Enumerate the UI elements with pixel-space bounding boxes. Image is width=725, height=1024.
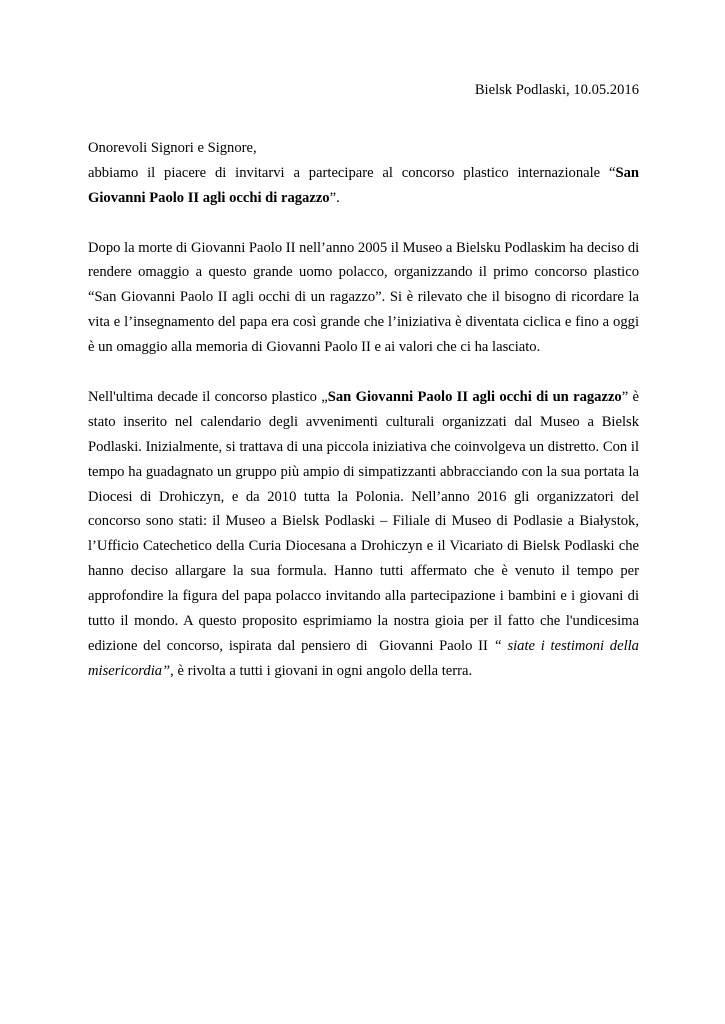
decade-line-12 xyxy=(88,659,639,684)
history-line-2: rendere omaggio a questo grande uomo polacco, organizzando il primo concorso plastico xyxy=(88,264,639,281)
decade-line-8: hanno deciso allargare la sua formula. Hanno tutti affermato che è venuto il tempo per xyxy=(88,563,639,580)
history-line-3: “San Giovanni Paolo II agli occhi di un ragazzo”. Si è rilevato che il bisogno di ricordare la xyxy=(88,289,639,306)
intro-text-after: ”. xyxy=(329,189,340,206)
decade-line-9: approfondire la figura del papa polacco invitando alla partecipazione i bambini e i giovani di xyxy=(88,588,639,605)
decade-line-11-before: edizione del concorso, ispirata dal pensiero di Giovanni Paolo II xyxy=(88,637,494,654)
paragraph-gap xyxy=(88,360,639,385)
decade-line-1-before: Nell'ultima decade il concorso plastico „ xyxy=(88,388,328,405)
letter-date: Bielsk Podlaski, 10.05.2016 xyxy=(474,82,639,98)
decade-line-4: tempo ha guadagnato un gruppo più ampio di simpatizzanti abbracciando con la sua portata la xyxy=(88,463,639,480)
intro-text-before: abbiamo il piacere di invitarvi a partecipare al concorso plastico internazionale “ xyxy=(88,164,616,181)
intro-bold-second: Giovanni Paolo II agli occhi di ragazzo xyxy=(88,189,330,206)
letter-page xyxy=(88,78,639,684)
decade-line-1-bold: San Giovanni Paolo II agli occhi di un ragazzo xyxy=(327,388,622,405)
history-paragraph xyxy=(88,236,639,361)
paragraph-gap xyxy=(88,211,639,236)
decade-line-3: Podlaski. Inizialmente, si trattava di una piccola iniziativa che coinvolgeva un distretto. Con il xyxy=(88,438,639,455)
decade-line-10: tutto il mondo. A questo proposito esprimiamo la nostra gioia per il fatto che l'undicesima xyxy=(88,613,639,630)
salutation-text: Onorevoli Signori e Signore, xyxy=(88,139,257,156)
decade-line-12-italic: misericordia” xyxy=(88,662,171,679)
decade-line-12-after: , è rivolta a tutti i giovani in ogni angolo della terra. xyxy=(170,662,473,679)
decade-line-11-italic: “ siate i testimoni della xyxy=(493,637,639,654)
intro-paragraph xyxy=(88,161,639,211)
decade-line-1-after: ” è xyxy=(621,388,639,405)
decade-line-2: stato inserito nel calendario degli avvenimenti culturali organizzati dal Museo a Bielsk xyxy=(88,413,639,430)
decade-line-5: Diocesi di Drohiczyn, e da 2010 tutta la Polonia. Nell’anno 2016 gli organizzatori del xyxy=(88,488,639,505)
intro-line-2 xyxy=(88,186,639,211)
decade-line-1 xyxy=(88,385,639,410)
decade-line-7: l’Ufficio Catechetico della Curia Diocesana a Drohiczyn e il Vicariato di Bielsk Podlaski che xyxy=(88,538,639,555)
history-line-1: Dopo la morte di Giovanni Paolo II nell’anno 2005 il Museo a Bielsku Podlaskim ha deciso di xyxy=(88,239,640,256)
history-line-5: è un omaggio alla memoria di Giovanni Paolo II e ai valori che ci ha lasciato. xyxy=(88,339,541,356)
intro-bold-first: San xyxy=(615,164,639,181)
decade-paragraph xyxy=(88,385,639,684)
history-line-4: vita e l’insegnamento del papa era così grande che l’iniziativa è diventata ciclica e fino a oggi xyxy=(88,314,639,331)
decade-line-11 xyxy=(88,634,639,659)
decade-line-6: concorso sono stati: il Museo a Bielsk Podlaski – Filiale di Museo di Podlasie a Białystok, xyxy=(88,513,639,530)
intro-line-1 xyxy=(88,161,639,186)
salutation xyxy=(88,136,639,161)
